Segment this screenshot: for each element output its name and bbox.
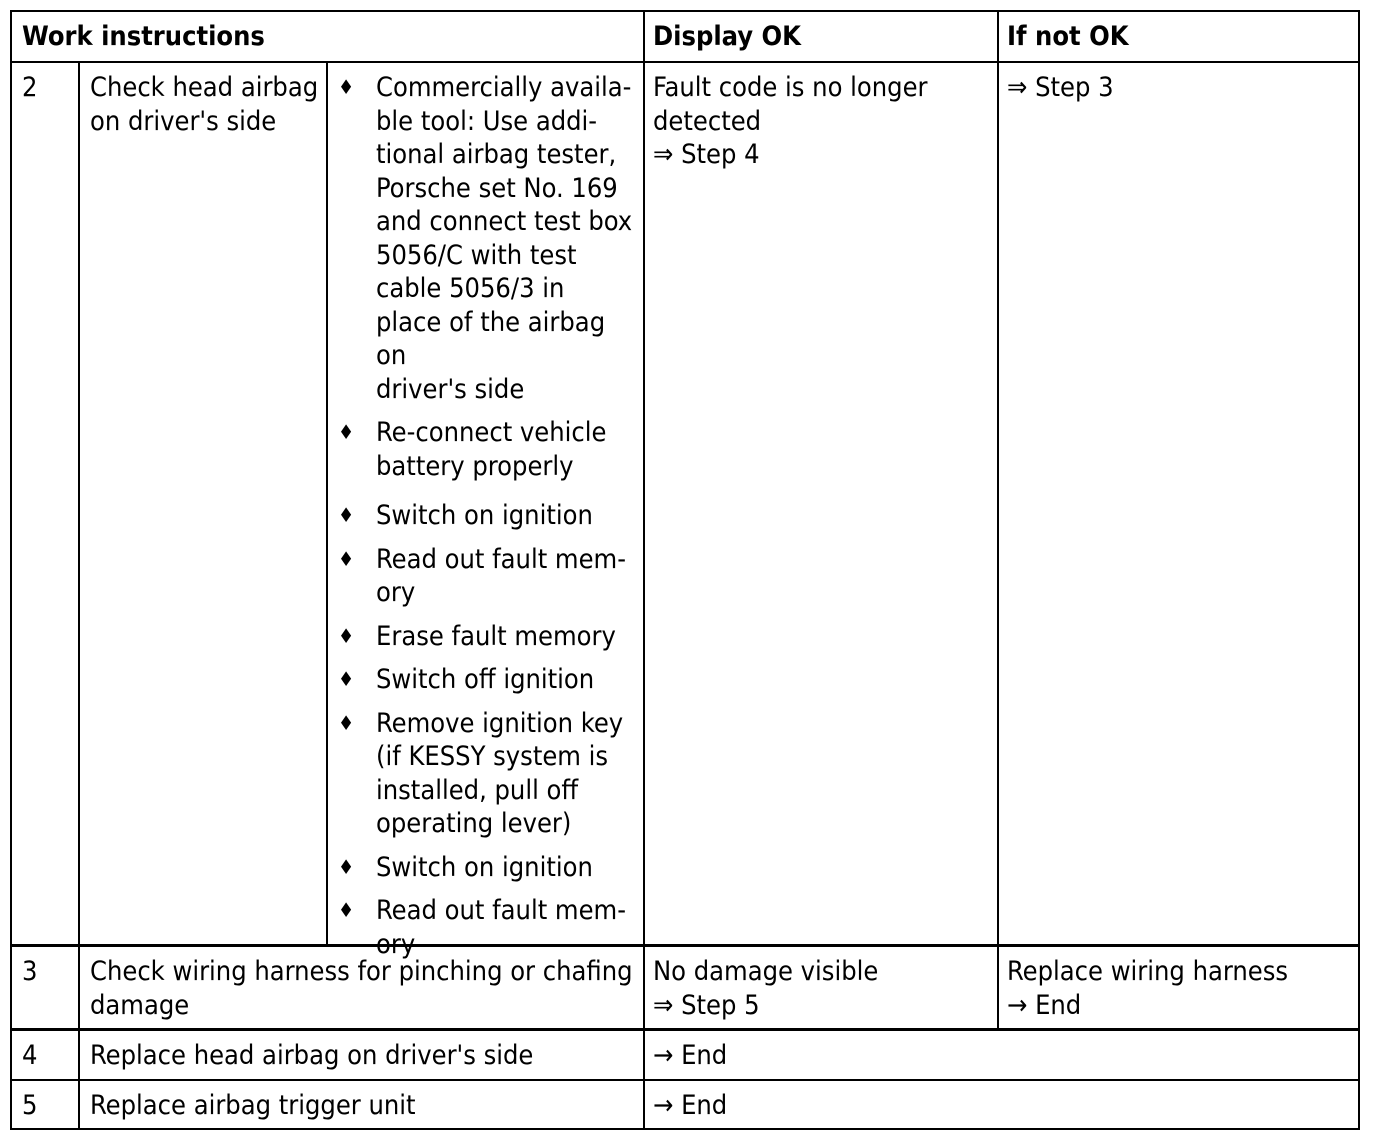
bullet-icon: ♦ bbox=[338, 667, 355, 691]
step-result: → End bbox=[653, 1090, 728, 1121]
instruction-item: ♦ Read out fault mem- ory bbox=[338, 543, 626, 608]
step-number: 5 bbox=[22, 1090, 38, 1121]
bullet-icon: ♦ bbox=[338, 503, 355, 527]
bullet-icon: ♦ bbox=[338, 854, 355, 879]
row3-divider bbox=[12, 1028, 1358, 1031]
header-display-ok: Display OK bbox=[653, 21, 801, 52]
display-ok-result: No damage visible ⇒ Step 5 bbox=[653, 956, 879, 1021]
step-result: → End bbox=[653, 1040, 728, 1071]
instruction-item: ♦ Switch on ignition bbox=[338, 851, 593, 883]
step-title: Check head airbag on driver's side bbox=[90, 72, 319, 137]
header-work-instructions: Work instructions bbox=[22, 21, 265, 52]
step-instructions bbox=[338, 71, 638, 971]
bullet-icon: ♦ bbox=[338, 75, 355, 99]
instruction-item: ♦ Read out fault mem- ory bbox=[338, 895, 626, 960]
if-not-ok-result: Replace wiring harness → End bbox=[1007, 956, 1289, 1021]
step-title: Replace head airbag on driver's side bbox=[90, 1040, 534, 1071]
step-number: 2 bbox=[22, 72, 38, 103]
instruction-item: ♦ Switch off ignition bbox=[338, 664, 595, 695]
step-number: 3 bbox=[22, 956, 38, 987]
bullet-icon: ♦ bbox=[338, 710, 355, 735]
bullet-icon: ♦ bbox=[338, 546, 355, 571]
bullet-icon: ♦ bbox=[338, 898, 355, 922]
row4-divider bbox=[12, 1079, 1358, 1081]
bullet-icon: ♦ bbox=[338, 420, 355, 444]
col-bullets-divider bbox=[326, 61, 328, 945]
bullet-icon: ♦ bbox=[338, 623, 355, 648]
work-instructions-table bbox=[10, 10, 1360, 1130]
instruction-item: ♦ Erase fault memory bbox=[338, 620, 616, 652]
row2-divider bbox=[12, 944, 1358, 947]
instruction-item: ♦ Re-connect vehicle battery properly bbox=[338, 417, 607, 482]
if-not-ok-result: ⇒ Step 3 bbox=[1007, 72, 1114, 103]
step-title: Replace airbag trigger unit bbox=[90, 1090, 416, 1121]
instruction-item: ♦ Commercially availa- ble tool: Use addi- tional airbag tester, Porsche set No. 169 and connect test box 5056/C with test cable 5056/3 in place of the airbag on driver's side bbox=[338, 72, 633, 405]
header-if-not-ok: If not OK bbox=[1007, 21, 1129, 52]
col-display-divider bbox=[643, 12, 645, 1128]
instruction-item: ♦ Remove ignition key (if KESSY system is installed, pull off operating lever) bbox=[338, 707, 624, 839]
step-number: 4 bbox=[22, 1040, 38, 1071]
instruction-item: ♦ Switch on ignition bbox=[338, 500, 593, 531]
col-step-divider bbox=[78, 61, 80, 1128]
step-title: Check wiring harness for pinching or chafing damage bbox=[90, 956, 633, 1021]
col-notok-divider bbox=[997, 12, 999, 1030]
header-divider bbox=[12, 61, 1358, 63]
display-ok-result: Fault code is no longer detected ⇒ Step 4 bbox=[653, 72, 928, 170]
